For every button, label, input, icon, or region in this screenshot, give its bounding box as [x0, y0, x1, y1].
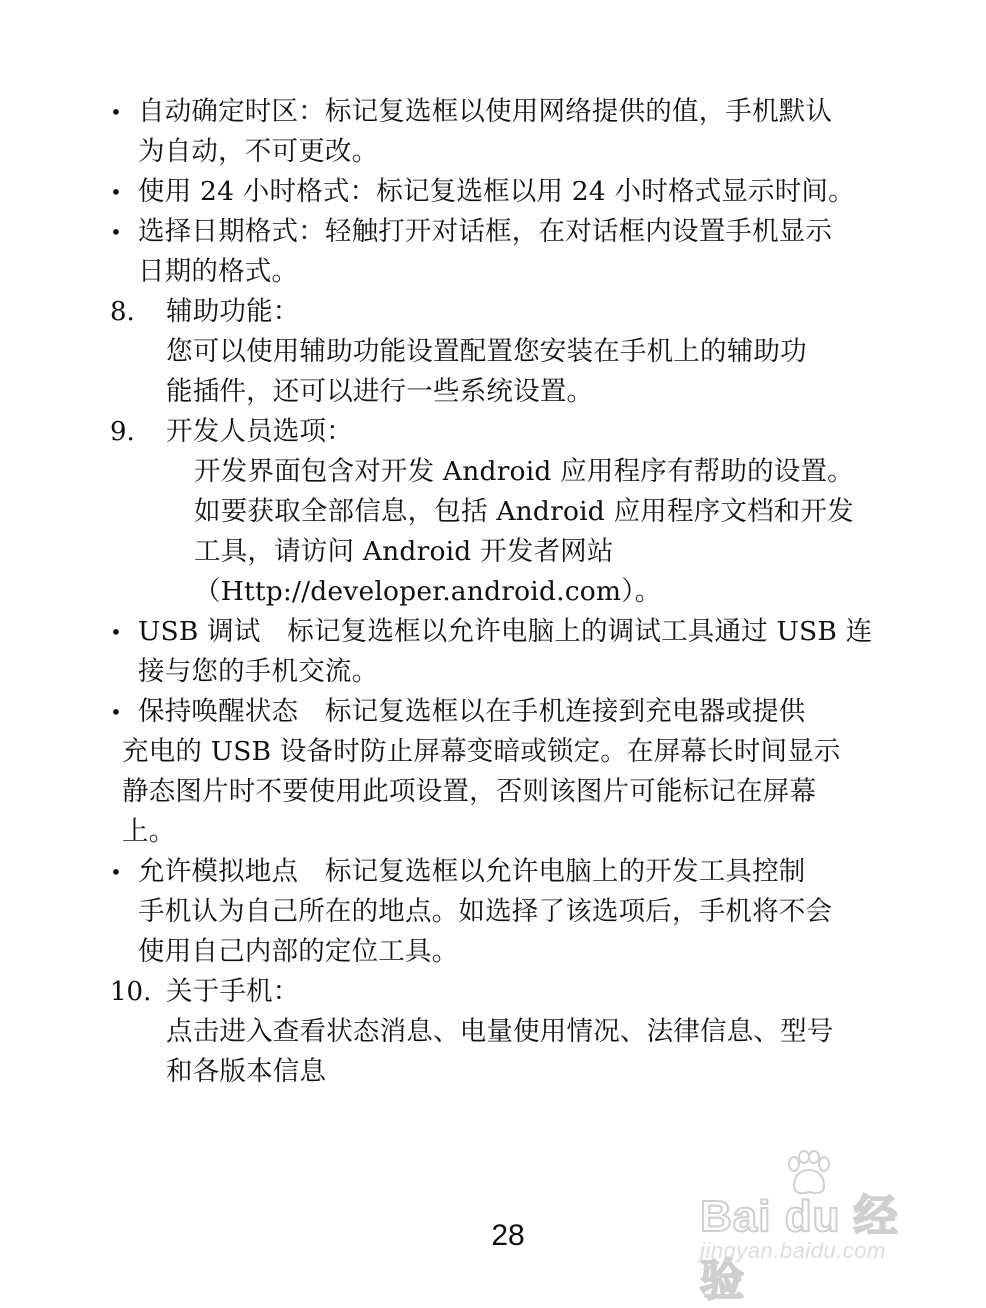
text-line: 日期的格式。 [138, 256, 299, 287]
section-number: 10. [110, 977, 152, 1007]
text-line: 手机认为自己所在的地点。如选择了该选项后，手机将不会 [138, 896, 833, 927]
bullet-marker: • [110, 860, 122, 884]
text-line: 充电的 USB 设备时防止屏幕变暗或锁定。在屏幕长时间显示 [122, 736, 841, 767]
text-line: 选择日期格式：轻触打开对话框，在对话框内设置手机显示 [138, 216, 833, 247]
text-line: 静态图片时不要使用此项设置，否则该图片可能标记在屏幕 [122, 776, 817, 807]
page-number: 28 [491, 1219, 525, 1252]
watermark-url: jingyan.baidu.com [700, 1238, 886, 1263]
section-heading: 关于手机： [166, 976, 300, 1007]
section-number: 9. [110, 417, 135, 447]
text-line: 保持唤醒状态 标记复选框以在手机连接到充电器或提供 [138, 696, 806, 727]
text-line: 如要获取全部信息，包括 Android 应用程序文档和开发 [194, 496, 854, 527]
bullet-marker: • [110, 700, 122, 724]
text-line: 点击进入查看状态消息、电量使用情况、法律信息、型号 [166, 1016, 834, 1047]
section-number: 8. [110, 297, 135, 327]
text-line: USB 调试 标记复选框以允许电脑上的调试工具通过 USB 连 [138, 616, 873, 647]
text-line: 为自动，不可更改。 [138, 136, 379, 167]
section-heading: 辅助功能： [166, 296, 300, 327]
text-line: 上。 [122, 816, 176, 847]
watermark-logo: Bai du 经验 [700, 1192, 899, 1305]
bullet-marker: • [110, 180, 122, 204]
text-line: 自动确定时区：标记复选框以使用网络提供的值，手机默认 [138, 96, 833, 127]
text-line: 能插件，还可以进行一些系统设置。 [166, 376, 594, 407]
section-heading: 开发人员选项： [166, 416, 353, 447]
bullet-marker: • [110, 620, 122, 644]
text-line: 使用自己内部的定位工具。 [138, 936, 459, 967]
text-line: 允许模拟地点 标记复选框以允许电脑上的开发工具控制 [138, 856, 806, 887]
bullet-marker: • [110, 220, 122, 244]
text-line: 工具，请访问 Android 开发者网站 [194, 536, 614, 567]
text-line: 和各版本信息 [166, 1056, 327, 1087]
bullet-marker: • [110, 100, 122, 124]
text-line: 接与您的手机交流。 [138, 656, 379, 687]
text-line: （Http://developer.android.com）。 [194, 576, 662, 607]
text-line: 使用 24 小时格式：标记复选框以用 24 小时格式显示时间。 [138, 176, 855, 207]
text-line: 开发界面包含对开发 Android 应用程序有帮助的设置。 [194, 456, 854, 487]
baidu-watermark [700, 1150, 940, 1305]
text-line: 您可以使用辅助功能设置配置您安装在手机上的辅助功 [166, 336, 807, 367]
